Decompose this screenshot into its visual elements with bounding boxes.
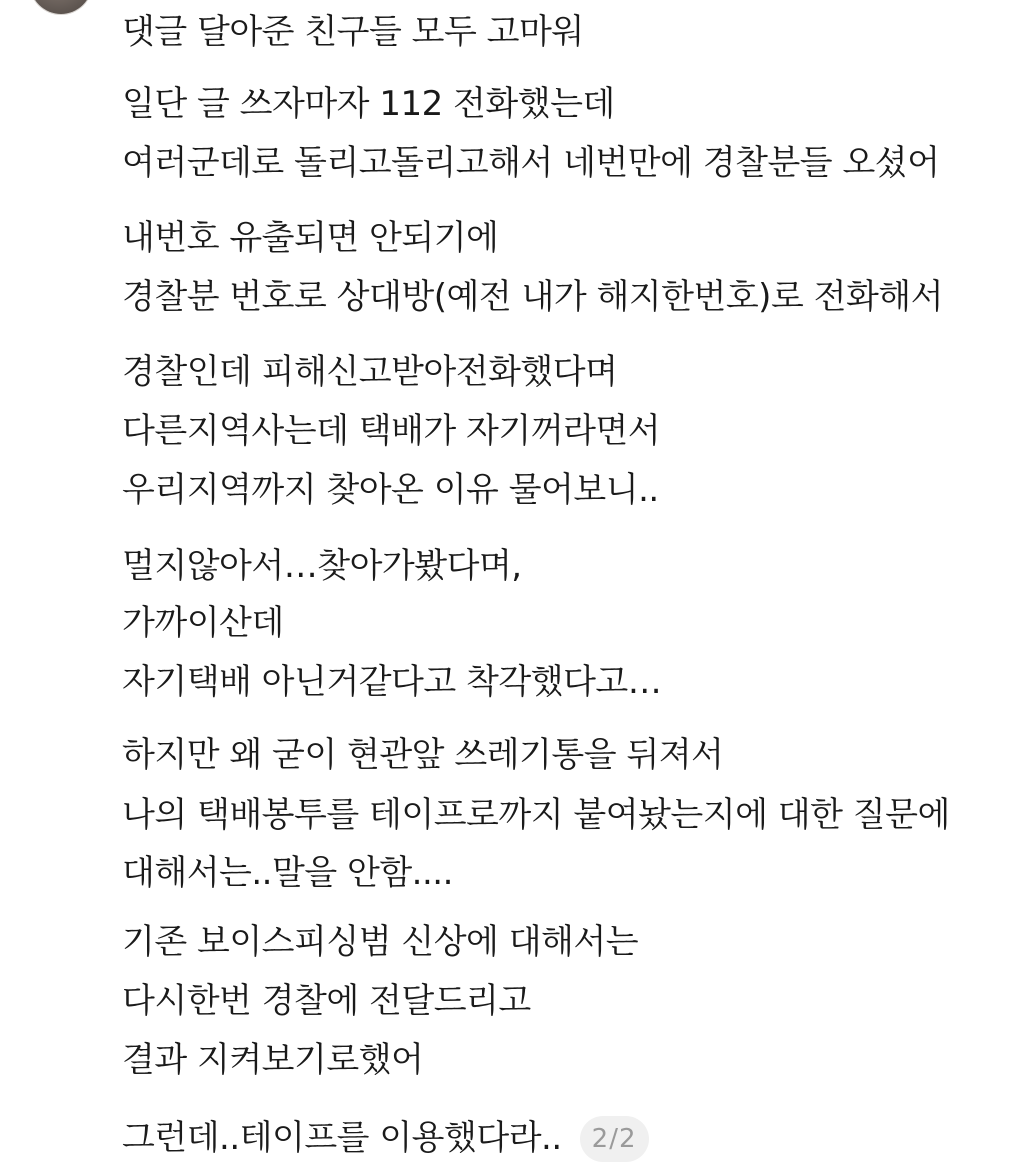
comment-line: 우리지역까지 찾아온 이유 물어보니..	[122, 470, 659, 510]
comment-line: 나의 택배봉투를 테이프로까지 붙여놨는지에 대한 질문에	[122, 795, 950, 835]
comment-line: 경찰분 번호로 상대방(예전 내가 해지한번호)로 전화해서	[122, 277, 943, 317]
comment-author-avatar[interactable]	[30, 0, 92, 14]
comment-line: 다른지역사는데 택배가 자기꺼라면서	[122, 411, 661, 451]
comment-line: 기존 보이스피싱범 신상에 대해서는	[122, 922, 639, 962]
comment-line: 다시한번 경찰에 전달드리고	[122, 981, 531, 1021]
comment-line: 여러군데로 돌리고돌리고해서 네번만에 경찰분들 오셨어	[122, 143, 940, 183]
comment-line: 그런데..테이프를 이용했다라..	[122, 1118, 562, 1158]
comment-line: 가까이산데	[122, 603, 284, 643]
comment-line: 하지만 왜 굳이 현관앞 쓰레기통을 뒤져서	[122, 735, 724, 775]
comment-line: 대해서는..말을 안함....	[122, 853, 453, 893]
comment-line: 자기택배 아닌거같다고 착각했다고…	[122, 662, 662, 702]
page-indicator-badge: 2/2	[580, 1116, 649, 1162]
comment-line: 멀지않아서…찾아가봤다며,	[122, 546, 522, 586]
comment-line: 댓글 달아준 친구들 모두 고마워	[122, 12, 584, 52]
comment-line: 결과 지켜보기로했어	[122, 1040, 424, 1080]
comment-line: 일단 글 쓰자마자 112 전화했는데	[122, 84, 615, 124]
comment-line: 경찰인데 피해신고받아전화했다며	[122, 352, 618, 392]
comment-line: 내번호 유출되면 안되기에	[122, 218, 499, 258]
comment-last-line	[122, 1108, 649, 1168]
